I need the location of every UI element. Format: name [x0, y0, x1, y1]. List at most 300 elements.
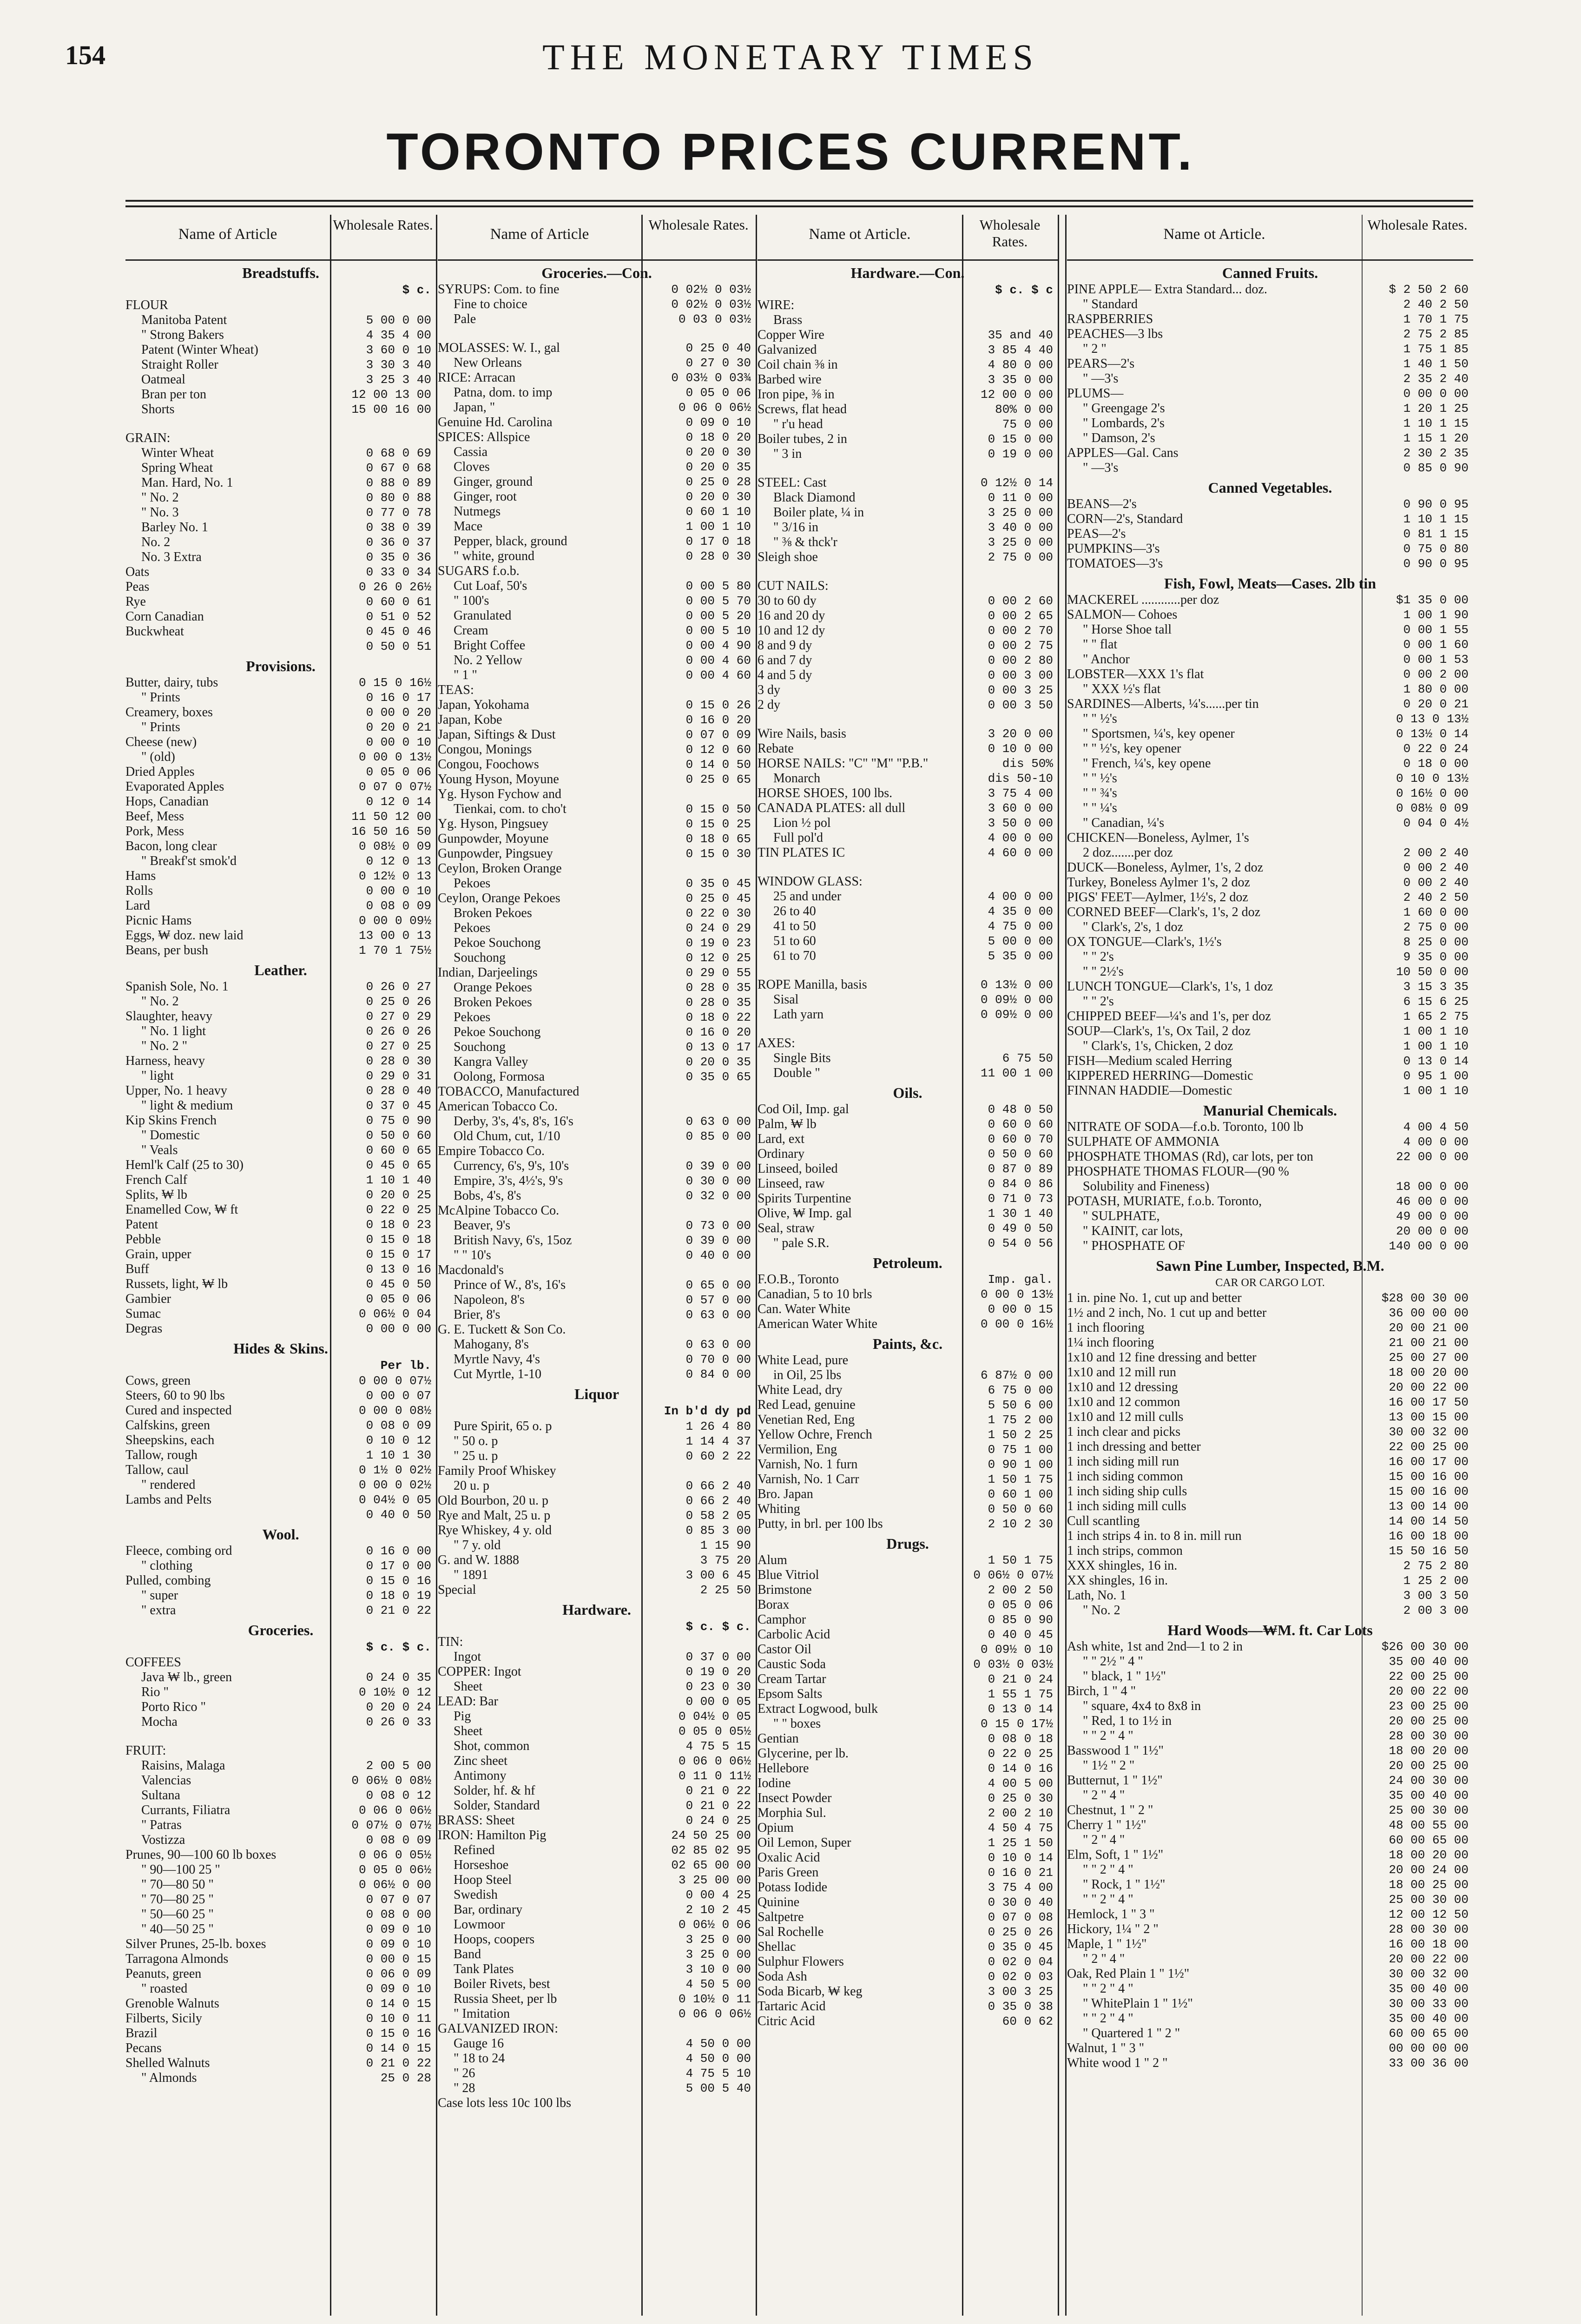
article-name: Empire, 3's, 4½'s, 9's — [454, 1174, 563, 1188]
price-row — [125, 1655, 436, 1670]
article-name: 4 and 5 dy — [758, 668, 812, 682]
price-row — [1067, 801, 1473, 816]
price-row — [1067, 1306, 1473, 1320]
article-name: CHIPPED BEEF—¼'s and 1's, per doz — [1067, 1009, 1271, 1023]
article-name: " 90—100 25 " — [141, 1862, 220, 1877]
price-row — [1067, 1758, 1473, 1773]
section-heading: Drugs. — [886, 1535, 929, 1552]
article-name: Castor Oil — [758, 1642, 811, 1657]
article-name: 8 and 9 dy — [758, 638, 812, 653]
wholesale-rate: 0 81 1 15 — [1403, 527, 1469, 541]
wholesale-rate: 0 18 0 22 — [685, 1010, 751, 1024]
article-name: Sleigh shoe — [758, 550, 818, 564]
article-name: Alum — [758, 1553, 787, 1567]
wholesale-rate: 0 05 0 06 — [685, 386, 751, 400]
article-name: Currants, Filiatra — [141, 1803, 231, 1817]
article-name: " Clark's, 1's, Chicken, 2 doz — [1083, 1039, 1233, 1053]
wholesale-rate: 2 10 2 30 — [988, 1517, 1053, 1531]
price-row — [438, 579, 756, 594]
price-row — [438, 802, 756, 817]
wholesale-rate: 0 28 0 35 — [685, 996, 751, 1010]
price-row — [438, 817, 756, 832]
price-row — [125, 1603, 436, 1618]
article-name: British Navy, 6's, 15oz — [454, 1233, 572, 1248]
wholesale-rate: 25 0 28 — [380, 2071, 431, 2085]
column-divider — [1058, 215, 1059, 2316]
price-row — [125, 1773, 436, 1788]
wholesale-rate: 0 08 0 09 — [366, 1833, 431, 1847]
price-row — [125, 1952, 436, 1967]
article-name: Screws, flat head — [758, 402, 847, 416]
section-heading: Leather. — [254, 962, 307, 978]
price-row — [758, 1162, 1058, 1176]
wholesale-rate: 25 00 27 00 — [1389, 1351, 1469, 1365]
article-name: FLOUR — [125, 298, 168, 312]
article-name: 10 and 12 dy — [758, 623, 825, 638]
wholesale-rate: 10 50 0 00 — [1396, 965, 1469, 979]
article-name: G. E. Tuckett & Son Co. — [438, 1322, 566, 1337]
wholesale-rate: 0 00 5 80 — [685, 579, 751, 593]
article-name: Peanuts, green — [125, 1967, 202, 1981]
price-row — [438, 1493, 756, 1508]
price-row — [1067, 1699, 1473, 1714]
price-row — [125, 1922, 436, 1937]
price-row — [438, 1322, 756, 1337]
article-name: Sheet — [454, 1679, 483, 1694]
wholesale-rate: 0 00 3 25 — [988, 683, 1053, 697]
article-name: Grenoble Walnuts — [125, 1996, 219, 2011]
article-name: " 28 — [454, 2081, 475, 2095]
wholesale-rate: 49 00 0 00 — [1396, 1209, 1469, 1223]
article-name: " No. 2 — [1083, 1603, 1120, 1618]
wholesale-rate: 0 02 0 04 — [988, 1955, 1053, 1969]
article-name: Linseed, raw — [758, 1176, 825, 1191]
article-name: Tienkai, com. to cho't — [454, 802, 567, 816]
wholesale-rate: 0 40 0 50 — [366, 1508, 431, 1522]
price-row — [1067, 726, 1473, 741]
section-heading: Breadstuffs. — [242, 264, 319, 281]
price-row — [125, 1009, 436, 1024]
wholesale-rate: 0 18 0 65 — [685, 832, 751, 846]
article-name: Bacon, long clear — [125, 839, 217, 853]
wholesale-rate: 0 35 0 36 — [366, 550, 431, 564]
price-row — [125, 2056, 436, 2071]
price-row — [125, 1996, 436, 2011]
price-column-4 — [1067, 215, 1473, 2071]
price-row — [125, 884, 436, 898]
wholesale-rate: 0 13 0 14 — [1403, 1054, 1469, 1068]
units-row — [758, 282, 1058, 298]
article-name: 1½ and 2 inch, No. 1 cut up and better — [1067, 1306, 1267, 1320]
wholesale-rate: 0 28 0 35 — [685, 981, 751, 995]
article-name: Borax — [758, 1598, 790, 1612]
price-row — [758, 934, 1058, 949]
article-name: Ordinary — [758, 1147, 805, 1161]
price-row — [758, 608, 1058, 623]
price-row — [758, 1147, 1058, 1162]
article-name: Glycerine, per lb. — [758, 1746, 849, 1761]
price-row — [125, 1907, 436, 1922]
article-name: Hoop Steel — [454, 1873, 512, 1887]
wholesale-rate: 0 50 0 60 — [366, 1129, 431, 1142]
article-name: " " 2 " 4 " — [1083, 2011, 1133, 2026]
article-name: Patna, dom. to imp — [454, 385, 553, 400]
article-name: Zinc sheet — [454, 1754, 507, 1768]
wholesale-rate: 48 00 55 00 — [1389, 1818, 1469, 1832]
price-row — [758, 2014, 1058, 2029]
price-row — [1067, 1395, 1473, 1410]
price-row — [758, 505, 1058, 520]
article-name: Ginger, root — [454, 489, 517, 504]
price-row — [438, 1798, 756, 1813]
wholesale-rate: 0 49 0 50 — [988, 1221, 1053, 1235]
price-row — [125, 994, 436, 1009]
wholesale-rate — [330, 431, 436, 446]
article-name: PUMPKINS—3's — [1067, 541, 1160, 556]
price-row — [125, 1492, 436, 1507]
wholesale-rate: 0 21 0 22 — [366, 1604, 431, 1618]
wholesale-rate — [641, 1099, 756, 1114]
wholesale-rate: 1 20 1 25 — [1403, 402, 1469, 416]
price-row — [1067, 297, 1473, 312]
spacer — [758, 860, 1058, 874]
price-row — [1067, 2056, 1473, 2071]
article-name: " 100's — [454, 594, 489, 608]
wholesale-rate: 0 05 0 06½ — [358, 1863, 431, 1877]
price-row — [438, 356, 756, 370]
article-name: 1x10 and 12 mill run — [1067, 1365, 1176, 1380]
wholesale-rate: 0 08 0 00 — [366, 1908, 431, 1921]
price-row — [438, 1307, 756, 1322]
wholesale-rate: 16 00 18 00 — [1389, 1937, 1469, 1951]
price-row — [758, 653, 1058, 668]
article-name: White Lead, dry — [758, 1383, 843, 1397]
price-row — [1067, 446, 1473, 461]
wholesale-rate — [962, 874, 1058, 889]
page-number: 154 — [65, 40, 105, 70]
wholesale-rate: 1 55 1 75 — [988, 1687, 1053, 1701]
article-name: " 7 y. old — [454, 1538, 501, 1552]
wholesale-rate: 4 00 0 00 — [988, 831, 1053, 845]
wholesale-rate: 0 1½ 0 02½ — [358, 1463, 431, 1477]
wholesale-rate: 0 27 0 29 — [366, 1010, 431, 1023]
price-row — [125, 372, 436, 387]
price-row — [438, 1508, 756, 1523]
article-name: Iodine — [758, 1776, 791, 1790]
wholesale-rate — [962, 1353, 1058, 1368]
article-name: PLUMS— — [1067, 386, 1124, 401]
wholesale-rate: 0 09 0 10 — [685, 416, 751, 429]
wholesale-rate: 1 70 1 75½ — [358, 944, 431, 957]
article-name: " 3 in — [773, 447, 802, 461]
article-name: 25 and under — [773, 889, 842, 904]
price-row — [125, 639, 436, 654]
wholesale-rate: 0 48 0 50 — [988, 1103, 1053, 1116]
wholesale-rate: 0 00 4 60 — [685, 654, 751, 667]
price-row — [1067, 1083, 1473, 1098]
article-name: " super — [141, 1588, 178, 1603]
article-name: Brass — [773, 313, 803, 327]
article-name: Whiting — [758, 1502, 800, 1516]
price-row — [1067, 497, 1473, 512]
wholesale-rate: 0 06½ 0 08½ — [351, 1774, 431, 1788]
price-row — [438, 1813, 756, 1828]
wholesale-rate: 0 15 0 26 — [685, 698, 751, 712]
wholesale-rate: 25 00 30 00 — [1389, 1893, 1469, 1907]
wholesale-rate: 2 25 50 — [700, 1583, 751, 1597]
article-name: Rio " — [141, 1685, 169, 1699]
price-row — [1067, 1439, 1473, 1454]
price-row — [1067, 1499, 1473, 1514]
price-row — [438, 623, 756, 638]
article-name: " " ½'s — [1083, 712, 1117, 726]
article-name: G. and W. 1888 — [438, 1553, 519, 1567]
article-name: Yellow Ochre, French — [758, 1427, 872, 1442]
price-row — [758, 1191, 1058, 1206]
price-row — [1067, 593, 1473, 607]
price-row — [1067, 386, 1473, 401]
price-row — [758, 1687, 1058, 1702]
article-name: Saltpetre — [758, 1910, 804, 1924]
article-name: Bro. Japan — [758, 1487, 813, 1501]
article-name: Black Diamond — [773, 490, 856, 505]
price-row — [758, 520, 1058, 535]
price-row — [125, 1069, 436, 1083]
price-row — [125, 1478, 436, 1492]
price-row — [125, 765, 436, 779]
price-row — [125, 1700, 436, 1715]
article-name: Japan, Siftings & Dust — [438, 727, 556, 742]
wholesale-rate: 0 35 0 45 — [988, 1940, 1053, 1954]
price-row — [438, 1858, 756, 1873]
wholesale-rate: $1 35 0 00 — [1396, 593, 1469, 607]
price-row — [125, 1113, 436, 1128]
price-row — [125, 520, 436, 535]
price-row — [1067, 1862, 1473, 1877]
wholesale-rate: 1 00 1 10 — [685, 520, 751, 534]
price-row — [125, 913, 436, 928]
wholesale-rate: 0 18 0 00 — [1403, 757, 1469, 771]
article-name: Solder, hf. & hf — [454, 1783, 535, 1798]
wholesale-rate: 4 00 0 00 — [1403, 1135, 1469, 1149]
article-name: SYRUPS: Com. to fine — [438, 282, 560, 297]
wholesale-rate: 0 21 0 22 — [685, 1784, 751, 1798]
wholesale-rate: 1 50 1 75 — [988, 1472, 1053, 1486]
wholesale-rate: 0 12½ 0 14 — [980, 476, 1053, 490]
wholesale-rate: 140 00 0 00 — [1389, 1239, 1469, 1253]
wholesale-rate: 0 45 0 65 — [366, 1158, 431, 1172]
wholesale-rate: 1 15 1 20 — [1403, 431, 1469, 445]
article-name: American Water White — [758, 1317, 877, 1331]
wholesale-rate: 0 09 0 10 — [366, 1922, 431, 1936]
article-name: " No. 2 " — [141, 1039, 188, 1053]
price-row — [438, 1694, 756, 1709]
price-row — [125, 1024, 436, 1039]
article-name: " French, ¼'s, key opene — [1083, 756, 1211, 771]
article-name: 1 in. pine No. 1, cut up and better — [1067, 1291, 1242, 1305]
price-row — [758, 1051, 1058, 1066]
wholesale-rate: 3 35 0 00 — [988, 373, 1053, 387]
price-row — [1067, 312, 1473, 327]
price-row — [438, 1203, 756, 1218]
price-row — [125, 1937, 436, 1952]
article-name: Barley No. 1 — [141, 520, 208, 535]
price-row — [1067, 1818, 1473, 1833]
article-name: " Anchor — [1083, 652, 1130, 667]
price-row — [1067, 1996, 1473, 2011]
article-name: " white, ground — [454, 549, 534, 563]
wholesale-rate: 0 80 0 88 — [366, 491, 431, 505]
wholesale-rate: 4 35 0 00 — [988, 905, 1053, 918]
wholesale-rate: 0 12½ 0 13 — [358, 869, 431, 883]
wholesale-rate: 0 15 0 16 — [366, 2027, 431, 2040]
wholesale-rate: 0 66 2 40 — [685, 1494, 751, 1508]
wholesale-rate: 20 00 25 00 — [1389, 1759, 1469, 1773]
wholesale-rate: 16 00 17 00 — [1389, 1455, 1469, 1469]
wholesale-rate: 0 25 0 26 — [366, 995, 431, 1009]
article-name: Cherry 1 " 1½" — [1067, 1818, 1146, 1832]
wholesale-rate: 0 25 0 40 — [685, 341, 751, 355]
article-name: HORSE NAILS: "C" "M" "P.B." — [758, 756, 929, 771]
article-name: Java ₩ lb., green — [141, 1670, 232, 1684]
price-row — [1067, 1514, 1473, 1529]
price-row — [438, 1843, 756, 1858]
price-row — [758, 1472, 1058, 1487]
article-name: Buckwheat — [125, 624, 184, 639]
price-row — [438, 1159, 756, 1174]
article-name: Ash white, 1st and 2nd—1 to 2 in — [1067, 1639, 1243, 1654]
article-name: Horseshoe — [454, 1858, 509, 1872]
wholesale-rate: 0 75 1 00 — [988, 1443, 1053, 1457]
article-name: 2 doz.......per doz — [1083, 845, 1173, 860]
article-name: Citric Acid — [758, 2014, 815, 2028]
article-name — [125, 1507, 330, 1522]
price-row — [758, 1221, 1058, 1236]
price-row — [1067, 712, 1473, 726]
column-header — [438, 215, 756, 261]
wholesale-rate: 20 00 24 00 — [1389, 1863, 1469, 1877]
wholesale-rate: 15 50 16 50 — [1389, 1544, 1469, 1558]
price-row — [125, 690, 436, 705]
price-row — [438, 1040, 756, 1055]
price-row — [438, 460, 756, 475]
wholesale-rate: 0 04½ 0 05 — [358, 1493, 431, 1507]
price-row — [1067, 1788, 1473, 1803]
price-row — [438, 2066, 756, 2081]
article-name: 2 dy — [758, 698, 780, 712]
wholesale-rate: 0 77 0 78 — [366, 506, 431, 520]
wholesale-rate: 5 00 0 00 — [988, 934, 1053, 948]
price-row — [438, 400, 756, 415]
price-row — [125, 1743, 436, 1758]
price-row — [125, 705, 436, 720]
wholesale-rate: 15 00 16 00 — [351, 403, 431, 416]
price-row — [438, 1188, 756, 1203]
article-name: Tartaric Acid — [758, 1999, 826, 2014]
article-name: " —3's — [1083, 371, 1119, 386]
wholesale-rate — [1362, 831, 1473, 845]
wholesale-rate: 1 10 1 15 — [1403, 512, 1469, 526]
wholesale-rate: 0 08 0 18 — [988, 1732, 1053, 1746]
wholesale-rate: 0 07 0 07 — [366, 1893, 431, 1907]
price-row — [438, 891, 756, 906]
price-row — [438, 1783, 756, 1798]
article-name: 26 to 40 — [773, 904, 816, 918]
article-name: " 40—50 25 " — [141, 1922, 214, 1936]
article-name: " " 2 " 4 " — [1083, 1981, 1133, 1996]
price-row — [758, 1206, 1058, 1221]
article-name: 1 inch dressing and better — [1067, 1439, 1201, 1454]
article-name: " Damson, 2's — [1083, 431, 1155, 445]
wholesale-rate: 0 38 0 39 — [366, 521, 431, 535]
article-name: Russets, light, ₩ lb — [125, 1277, 228, 1291]
article-name: Kangra Valley — [454, 1055, 528, 1069]
wholesale-rate: 0 06½ 0 07½ — [973, 1568, 1053, 1582]
price-column-1 — [125, 215, 436, 2086]
article-name: Hoops, coopers — [454, 1932, 535, 1947]
article-name: XXX shingles, 16 in. — [1067, 1558, 1178, 1573]
price-row — [438, 1828, 756, 1843]
price-row — [125, 1685, 436, 1700]
article-name: Harness, heavy — [125, 1054, 205, 1068]
wholesale-rate: 0 40 0 00 — [685, 1248, 751, 1262]
article-name: Shorts — [141, 402, 175, 416]
article-name: RICE: Arracan — [438, 370, 516, 385]
price-row — [758, 1102, 1058, 1117]
article-name: Sheet — [454, 1724, 483, 1738]
wholesale-rate: 0 00 1 60 — [1403, 638, 1469, 652]
wholesale-rate — [1362, 1164, 1473, 1179]
units-row — [125, 282, 436, 298]
wholesale-rate: 0 20 0 24 — [366, 1700, 431, 1714]
article-name: Lowmoor — [454, 1917, 505, 1932]
price-row — [1067, 1164, 1473, 1179]
price-row — [125, 1083, 436, 1098]
price-row — [1067, 1009, 1473, 1024]
article-name: Cod Oil, Imp. gal — [758, 1102, 849, 1116]
section-heading: Provisions. — [246, 658, 316, 674]
price-row — [125, 1247, 436, 1262]
wholesale-rate: 0 15 0 18 — [366, 1233, 431, 1247]
price-row — [758, 1007, 1058, 1022]
price-row — [758, 1657, 1058, 1672]
wholesale-rate: 1 80 0 00 — [1403, 682, 1469, 696]
price-row — [758, 1880, 1058, 1895]
wholesale-rate: 4 50 5 00 — [685, 1977, 751, 1991]
price-row — [1067, 964, 1473, 979]
price-row — [125, 1981, 436, 1996]
wholesale-rate: 0 13 0 16 — [366, 1262, 431, 1276]
column-header-rates: Wholesale Rates. — [648, 217, 749, 233]
article-name: SALMON— Cohoes — [1067, 607, 1178, 622]
article-name: Tarragona Almonds — [125, 1952, 229, 1966]
article-name: Special — [438, 1583, 476, 1597]
price-row — [125, 1818, 436, 1833]
wholesale-rate: 0 16 0 21 — [988, 1866, 1053, 1880]
article-name: Barbed wire — [758, 372, 822, 387]
units-label: Per lb. — [380, 1359, 431, 1373]
price-row — [438, 1650, 756, 1664]
article-name: Bright Coffee — [454, 638, 526, 653]
price-row — [758, 1427, 1058, 1442]
price-row — [438, 2007, 756, 2021]
price-row — [438, 1583, 756, 1598]
article-name: Young Hyson, Moyune — [438, 772, 559, 786]
article-name: " ⅜ & thck'r — [773, 535, 837, 549]
wholesale-rate: 2 75 2 80 — [1403, 1559, 1469, 1573]
wholesale-rate: 0 25 0 45 — [685, 891, 751, 905]
wholesale-rate: 0 37 0 00 — [685, 1650, 751, 1664]
